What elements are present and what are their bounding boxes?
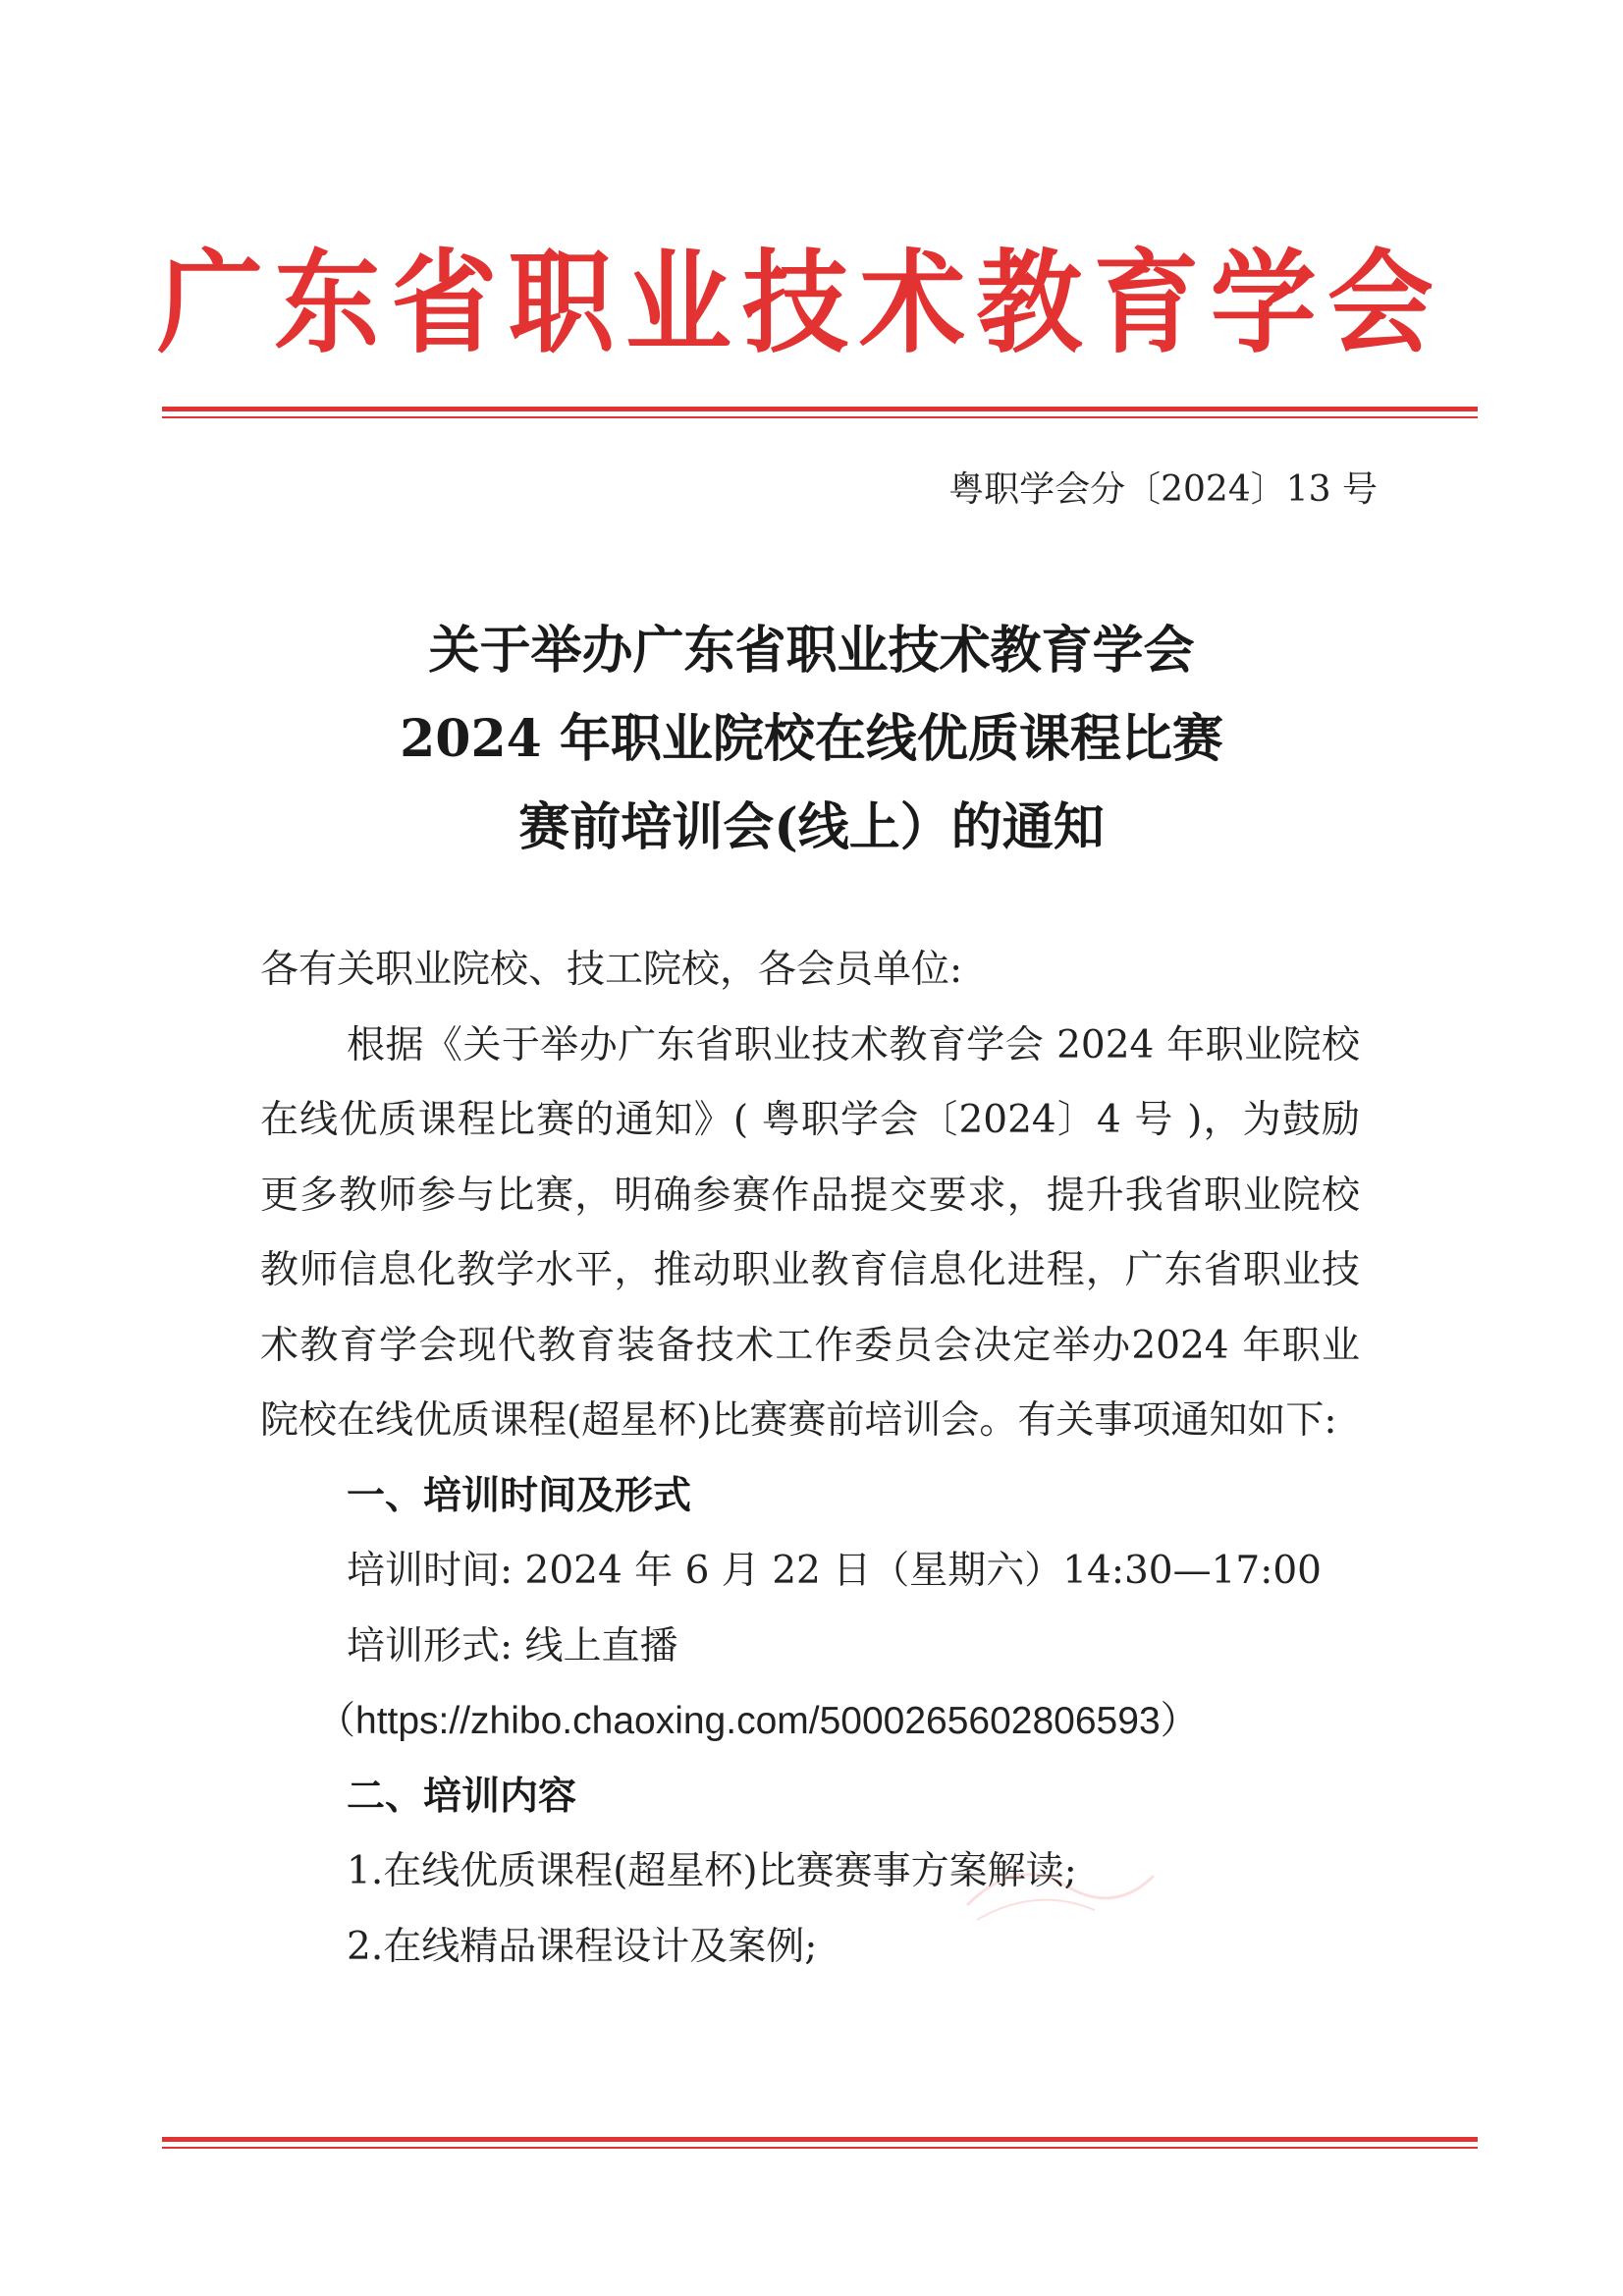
- masthead-char: 东: [274, 239, 381, 369]
- masthead-char: 学: [1210, 239, 1317, 369]
- title-line-1: 关于举办广东省职业技术教育学会: [428, 621, 1195, 681]
- header-rule-thick: [162, 407, 1478, 411]
- intro-paragraph: 根据《关于举办广东省职业技术教育学会 2024 年职业院校在线优质课程比赛的通知》( 粤职学会〔2024〕4 号 )，为鼓励更多教师参与比赛，明确参赛作品提交要求，提升我省职业院校教师信息化教学水平，推动职业教育信息化进程，广东省职业技术教育学会现代教育装备技术工作委员会决定举办2024 年职业院校在线优质课程(超星杯)比赛赛前培训会。有关事项通知如下:: [260, 1022, 1360, 1443]
- salutation: 各有关职业院校、技工院校，各会员单位:: [260, 948, 963, 992]
- masthead-char: 技: [741, 239, 848, 369]
- masthead-char: 术: [859, 239, 966, 369]
- masthead-char: 广: [157, 239, 264, 369]
- notice-title: [0, 607, 1623, 872]
- section-heading-time-format: 一、培训时间及形式: [347, 1473, 692, 1518]
- footer-rule-thick: [162, 2137, 1478, 2142]
- content-item-1: 1.在线优质课程(超星杯)比赛赛事方案解读;: [347, 1849, 1077, 1893]
- masthead-char: 会: [1326, 239, 1434, 369]
- title-line-2: 2024 年职业院校在线优质课程比赛: [400, 709, 1223, 769]
- masthead-char: 业: [624, 239, 731, 369]
- masthead-char: 育: [1093, 239, 1200, 369]
- training-format: 培训形式: 线上直播: [347, 1623, 678, 1668]
- faint-seal-mark: [957, 1846, 1163, 1935]
- notice-body: [260, 933, 1360, 1985]
- footer-rule-thin: [162, 2147, 1478, 2149]
- masthead-char: 职: [508, 239, 615, 369]
- document-number: 粤职学会分〔2024〕13 号: [948, 469, 1378, 510]
- content-item-2: 2.在线精品课程设计及案例;: [347, 1924, 818, 1969]
- section-heading-content: 二、培训内容: [347, 1774, 577, 1819]
- title-line-3: 赛前培训会(线上）的通知: [518, 797, 1105, 857]
- livestream-url: （https://zhibo.chaoxing.com/5000265602806593）: [317, 1700, 1199, 1742]
- masthead-org-name: [157, 236, 1434, 373]
- masthead-char: 教: [976, 239, 1083, 369]
- header-rule-thin: [162, 416, 1478, 418]
- training-time: 培训时间: 2024 年 6 月 22 日（星期六）14:30—17:00: [347, 1549, 1322, 1593]
- masthead-char: 省: [391, 239, 498, 369]
